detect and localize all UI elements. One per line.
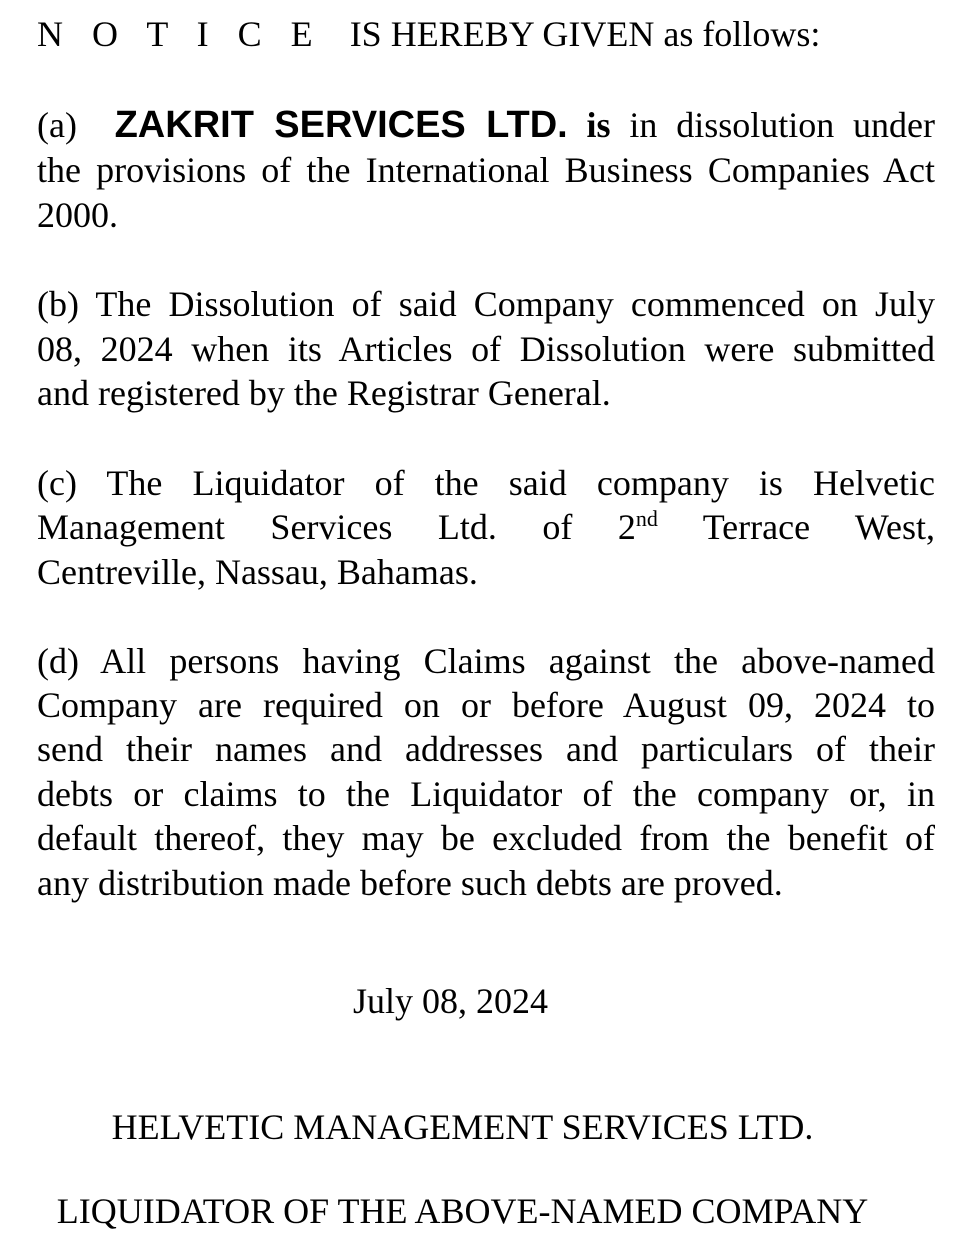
notice-heading-rest: IS HEREBY GIVEN as follows: [349, 14, 821, 54]
para-c-line-1: (c) The Liquidator of the said company is Helvetic [37, 463, 935, 503]
para-c-line-2 [37, 505, 935, 549]
para-a-line-2: the provisions of the International Business Companies Act [37, 150, 935, 190]
para-c-line-2-post: Terrace West, [657, 507, 936, 547]
signatory-name: HELVETIC MANAGEMENT SERVICES LTD. [111, 1107, 814, 1147]
para-c-line-2-pre: Management Services Ltd. of 2 [37, 507, 636, 547]
para-a-line-1-rest: in dissolution under [629, 105, 935, 145]
para-a-label: (a) [37, 105, 77, 145]
para-b-line-3: and registered by the Registrar General. [37, 373, 611, 413]
notice-heading [37, 12, 935, 56]
para-d-line-4: debts or claims to the Liquidator of the company or, in [37, 774, 935, 814]
notice-heading-spaced: N O T I C E [37, 14, 323, 54]
para-d-line-1: (d) All persons having Claims against the above-named [37, 641, 935, 681]
notice-date: July 08, 2024 [352, 981, 548, 1021]
para-d-line-6: any distribution made before such debts are proved. [37, 863, 783, 903]
para-b-line-1: (b) The Dissolution of said Company commenced on July [37, 284, 935, 324]
para-b-line-2: 08, 2024 when its Articles of Dissolution were submitted [37, 329, 935, 369]
signatory-title: LIQUIDATOR OF THE ABOVE-NAMED COMPANY [56, 1191, 869, 1231]
para-d-line-5: default thereof, they may be excluded from the benefit of [37, 818, 935, 858]
company-name: ZAKRIT SERVICES LTD. [114, 104, 568, 146]
ordinal-suffix: nd [635, 505, 658, 531]
para-a-is: is [586, 105, 611, 145]
para-a-line-3: 2000. [37, 195, 118, 235]
para-d-line-3: send their names and addresses and particulars of their [37, 729, 935, 769]
para-a-line-1 [37, 103, 935, 147]
para-d-line-2: Company are required on or before August 09, 2024 to [37, 685, 935, 725]
para-c-line-3: Centreville, Nassau, Bahamas. [37, 552, 478, 592]
